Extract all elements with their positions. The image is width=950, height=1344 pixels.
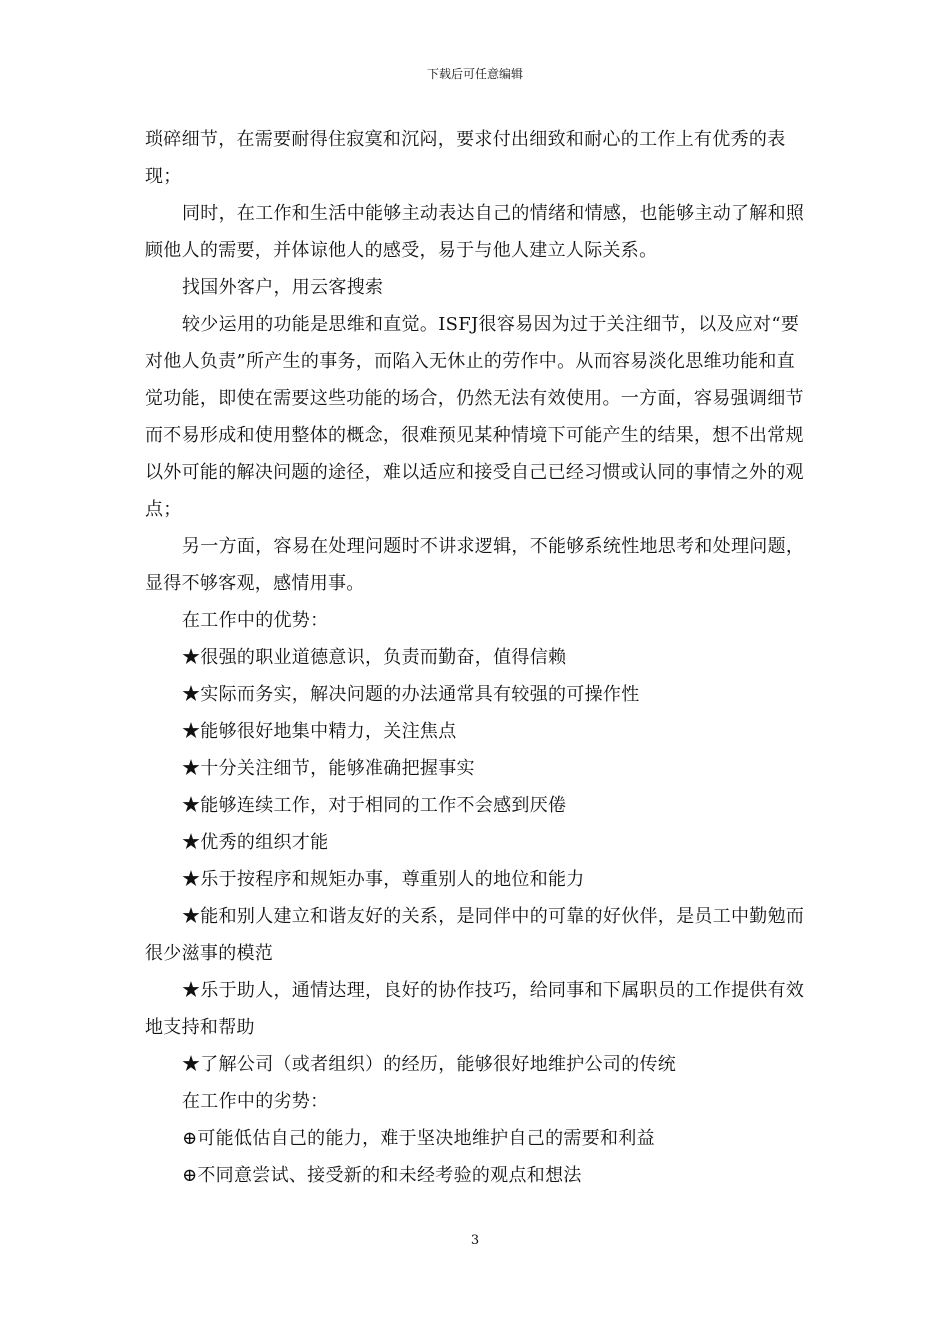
list-item: ⊕可能低估自己的能力，难于坚决地维护自己的需要和利益 [182, 1128, 655, 1149]
list-item: ★乐于按程序和规矩办事，尊重别人的地位和能力 [182, 869, 585, 890]
list-item: ★乐于助人，通情达理，良好的协作技巧，给同事和下属职员的工作提供有效地支持和帮助 [145, 980, 805, 1038]
list-item: ★能够连续工作，对于相同的工作不会感到厌倦 [182, 795, 567, 816]
page-header: 下载后可任意编辑 [426, 67, 523, 81]
list-item: ★了解公司（或者组织）的经历，能够很好地维护公司的传统 [182, 1054, 677, 1075]
document-body [145, 121, 807, 1194]
list-item: ★能和别人建立和谐友好的关系，是同伴中的可靠的好伙伴，是员工中勤勉而很少滋事的模范 [145, 906, 805, 964]
list-item: ★能够很好地集中精力，关注焦点 [182, 721, 457, 742]
list-item: ★很强的职业道德意识，负责而勤奋，值得信赖 [182, 647, 567, 668]
paragraph: 琐碎细节，在需要耐得住寂寞和沉闷，要求付出细致和耐心的工作上有优秀的表现； [145, 129, 786, 187]
list-item: ★优秀的组织才能 [182, 832, 329, 853]
list-item: ★十分关注细节，能够准确把握事实 [182, 758, 475, 779]
list-item: ⊕不同意尝试、接受新的和未经考验的观点和想法 [182, 1165, 582, 1186]
page-number: 3 [470, 1233, 480, 1248]
paragraph: 较少运用的功能是思维和直觉。ISFJ很容易因为过于关注细节，以及应对“要对他人负责”所产生的事务，而陷入无休止的劳作中。从而容易淡化思维功能和直觉功能，即使在需要这些功能的场合，仍然无法有效使用。一方面，容易强调细节而不易形成和使用整体的概念，很难预见某种情境下可能产生的结果，想不出常规以外可能的解决问题的途径，难以适应和接受自己已经习惯或认同的事情之外的观点； [145, 314, 804, 520]
list-item: ★实际而务实，解决问题的办法通常具有较强的可操作性 [182, 684, 640, 705]
paragraph: 另一方面，容易在处理问题时不讲求逻辑，不能够系统性地思考和处理问题，显得不够客观，感情用事。 [145, 536, 805, 594]
section-heading: 在工作中的优势： [182, 610, 329, 631]
section-heading: 在工作中的劣势： [182, 1091, 329, 1112]
paragraph: 同时，在工作和生活中能够主动表达自己的情绪和情感，也能够主动了解和照顾他人的需要，并体谅他人的感受，易于与他人建立人际关系。 [145, 203, 805, 261]
paragraph: 找国外客户，用云客搜索 [182, 277, 384, 298]
